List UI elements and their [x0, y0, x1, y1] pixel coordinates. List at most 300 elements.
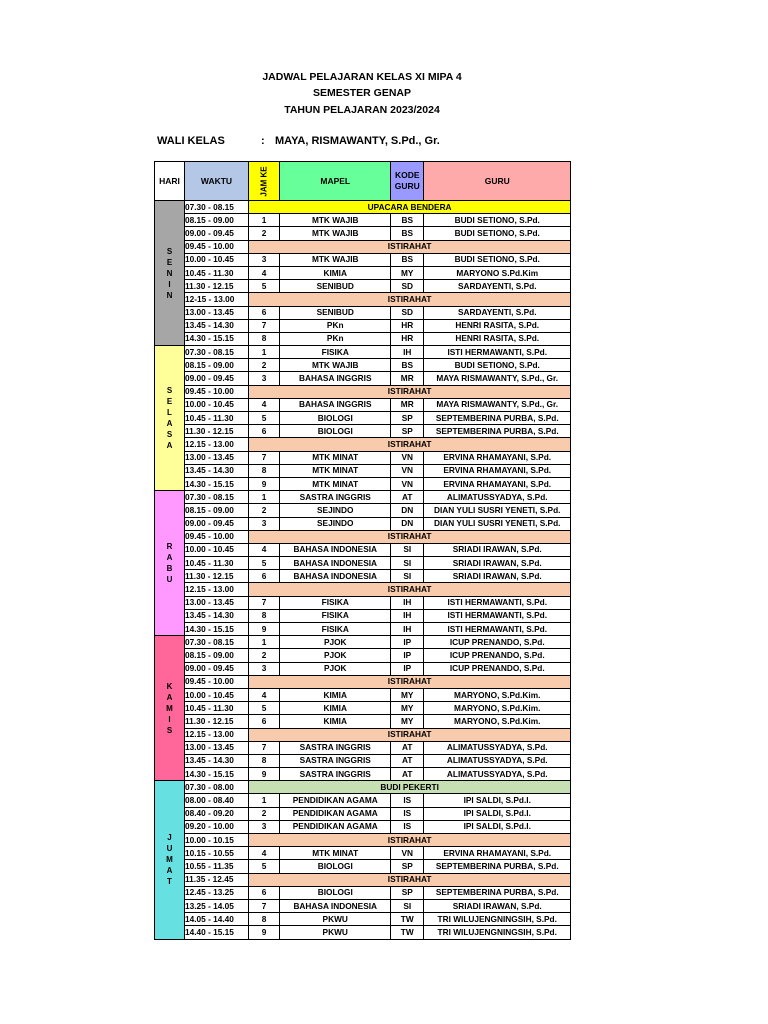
- teacher-cell: ISTI HERMAWANTI, S.Pd.: [424, 596, 571, 609]
- table-row: [155, 768, 571, 781]
- table-row: [155, 728, 571, 741]
- teacher-cell: MAYA RISMAWANTY, S.Pd., Gr.: [424, 398, 571, 411]
- teacher-cell: BUDI SETIONO, S.Pd.: [424, 214, 571, 227]
- time-cell: 11.30 - 12.15: [185, 425, 249, 438]
- time-cell: 13.00 - 13.45: [185, 451, 249, 464]
- subject-cell: BAHASA INGGRIS: [280, 398, 391, 411]
- period-cell: 7: [249, 319, 280, 332]
- table-row: [155, 543, 571, 556]
- teacher-cell: BUDI SETIONO, S.Pd.: [424, 227, 571, 240]
- day-cell-kamis: K A M I S: [155, 636, 185, 781]
- teacher-code-cell: SD: [391, 306, 424, 319]
- subject-cell: PKWU: [280, 926, 391, 939]
- time-cell: 08.00 - 08.40: [185, 794, 249, 807]
- period-cell: 5: [249, 702, 280, 715]
- break-cell: ISTIRAHAT: [249, 438, 571, 451]
- teacher-code-cell: IH: [391, 609, 424, 622]
- subject-cell: BAHASA INDONESIA: [280, 557, 391, 570]
- header-waktu: WAKTU: [185, 162, 249, 201]
- day-cell-rabu: R A B U: [155, 491, 185, 636]
- period-cell: 8: [249, 464, 280, 477]
- time-cell: 13.45 - 14.30: [185, 609, 249, 622]
- time-cell: 14.30 - 15.15: [185, 477, 249, 490]
- teacher-code-cell: IS: [391, 807, 424, 820]
- time-cell: 14.40 - 15.15: [185, 926, 249, 939]
- subject-cell: FISIKA: [280, 623, 391, 636]
- subject-cell: MTK WAJIB: [280, 359, 391, 372]
- teacher-code-cell: VN: [391, 451, 424, 464]
- time-cell: 12.15 - 13.00: [185, 438, 249, 451]
- table-row: [155, 346, 571, 359]
- time-cell: 12.45 - 13.25: [185, 886, 249, 899]
- teacher-code-cell: SI: [391, 557, 424, 570]
- period-cell: 9: [249, 768, 280, 781]
- time-cell: 07.30 - 08.15: [185, 491, 249, 504]
- break-cell: UPACARA BENDERA: [249, 201, 571, 214]
- teacher-code-cell: SP: [391, 860, 424, 873]
- schedule-table: [154, 161, 571, 940]
- teacher-cell: MARYONO, S.Pd.Kim.: [424, 715, 571, 728]
- subject-cell: FISIKA: [280, 609, 391, 622]
- teacher-cell: BUDI SETIONO, S.Pd.: [424, 253, 571, 266]
- teacher-cell: ALIMATUSSYADYA, S.Pd.: [424, 754, 571, 767]
- subject-cell: PKn: [280, 319, 391, 332]
- teacher-code-cell: VN: [391, 847, 424, 860]
- subject-cell: PENDIDIKAN AGAMA: [280, 807, 391, 820]
- teacher-cell: DIAN YULI SUSRI YENETI, S.Pd.: [424, 504, 571, 517]
- table-row: [155, 649, 571, 662]
- teacher-cell: ERVINA RHAMAYANI, S.Pd.: [424, 464, 571, 477]
- break-cell: ISTIRAHAT: [249, 293, 571, 306]
- subject-cell: PENDIDIKAN AGAMA: [280, 794, 391, 807]
- time-cell: 11.35 - 12.45: [185, 873, 249, 886]
- teacher-cell: BUDI SETIONO, S.Pd.: [424, 359, 571, 372]
- time-cell: 09.45 - 10.00: [185, 675, 249, 688]
- subject-cell: KIMIA: [280, 715, 391, 728]
- time-cell: 10.45 - 11.30: [185, 412, 249, 425]
- teacher-cell: SEPTEMBERINA PURBA, S.Pd.: [424, 412, 571, 425]
- teacher-cell: SRIADI IRAWAN, S.Pd.: [424, 899, 571, 912]
- table-row: [155, 451, 571, 464]
- table-row: [155, 820, 571, 833]
- teacher-cell: TRI WILUJENGNINGSIH, S.Pd.: [424, 913, 571, 926]
- teacher-code-cell: IH: [391, 623, 424, 636]
- table-row: [155, 886, 571, 899]
- table-row: [155, 385, 571, 398]
- period-cell: 3: [249, 253, 280, 266]
- table-row: [155, 517, 571, 530]
- time-cell: 10.45 - 11.30: [185, 557, 249, 570]
- time-cell: 10.00 - 10.45: [185, 543, 249, 556]
- break-cell: ISTIRAHAT: [249, 385, 571, 398]
- teacher-code-cell: IP: [391, 649, 424, 662]
- teacher-code-cell: AT: [391, 768, 424, 781]
- period-cell: 7: [249, 596, 280, 609]
- table-row: [155, 240, 571, 253]
- teacher-code-cell: MY: [391, 702, 424, 715]
- time-cell: 10.45 - 11.30: [185, 702, 249, 715]
- homeroom-colon: :: [261, 135, 265, 147]
- table-row: [155, 253, 571, 266]
- period-cell: 1: [249, 214, 280, 227]
- period-cell: 6: [249, 570, 280, 583]
- period-cell: 8: [249, 754, 280, 767]
- time-cell: 07.30 - 08.00: [185, 781, 249, 794]
- time-cell: 11.30 - 12.15: [185, 280, 249, 293]
- period-cell: 4: [249, 688, 280, 701]
- subject-cell: BIOLOGI: [280, 412, 391, 425]
- teacher-cell: MARYONO, S.Pd.Kim.: [424, 702, 571, 715]
- subject-cell: SEJINDO: [280, 504, 391, 517]
- teacher-cell: ALIMATUSSYADYA, S.Pd.: [424, 768, 571, 781]
- subject-cell: FISIKA: [280, 596, 391, 609]
- teacher-code-cell: BS: [391, 227, 424, 240]
- subject-cell: PJOK: [280, 636, 391, 649]
- table-row: [155, 332, 571, 345]
- subject-cell: PKWU: [280, 913, 391, 926]
- period-cell: 7: [249, 451, 280, 464]
- subject-cell: SASTRA INGGRIS: [280, 768, 391, 781]
- time-cell: 13.00 - 13.45: [185, 596, 249, 609]
- time-cell: 10.45 - 11.30: [185, 266, 249, 279]
- period-cell: 6: [249, 306, 280, 319]
- subject-cell: SASTRA INGGRIS: [280, 754, 391, 767]
- subject-cell: MTK MINAT: [280, 451, 391, 464]
- teacher-code-cell: VN: [391, 477, 424, 490]
- table-row: [155, 741, 571, 754]
- subject-cell: BAHASA INDONESIA: [280, 543, 391, 556]
- time-cell: 12.15 - 13.00: [185, 728, 249, 741]
- time-cell: 09.00 - 09.45: [185, 517, 249, 530]
- subject-cell: BIOLOGI: [280, 425, 391, 438]
- time-cell: 09.00 - 09.45: [185, 662, 249, 675]
- period-cell: 3: [249, 517, 280, 530]
- table-row: [155, 504, 571, 517]
- teacher-code-cell: MY: [391, 715, 424, 728]
- table-row: [155, 319, 571, 332]
- period-cell: 3: [249, 820, 280, 833]
- period-cell: 2: [249, 227, 280, 240]
- teacher-cell: IPI SALDI, S.Pd.I.: [424, 820, 571, 833]
- time-cell: 08.15 - 09.00: [185, 504, 249, 517]
- subject-cell: KIMIA: [280, 688, 391, 701]
- table-row: [155, 609, 571, 622]
- day-cell-jumat: J U M A T: [155, 781, 185, 939]
- teacher-cell: SARDAYENTI, S.Pd.: [424, 280, 571, 293]
- subject-cell: PKn: [280, 332, 391, 345]
- time-cell: 09.00 - 09.45: [185, 372, 249, 385]
- subject-cell: PENDIDIKAN AGAMA: [280, 820, 391, 833]
- time-cell: 07.30 - 08.15: [185, 636, 249, 649]
- teacher-cell: SEPTEMBERINA PURBA, S.Pd.: [424, 425, 571, 438]
- teacher-cell: SARDAYENTI, S.Pd.: [424, 306, 571, 319]
- teacher-code-cell: SP: [391, 425, 424, 438]
- teacher-cell: HENRI RASITA, S.Pd.: [424, 319, 571, 332]
- table-row: [155, 398, 571, 411]
- time-cell: 11.30 - 12.15: [185, 715, 249, 728]
- teacher-code-cell: SD: [391, 280, 424, 293]
- subject-cell: MTK WAJIB: [280, 214, 391, 227]
- subject-cell: BAHASA INDONESIA: [280, 899, 391, 912]
- time-cell: 09.20 - 10.00: [185, 820, 249, 833]
- subject-cell: SASTRA INGGRIS: [280, 741, 391, 754]
- table-row: [155, 834, 571, 847]
- period-cell: 4: [249, 266, 280, 279]
- teacher-cell: ALIMATUSSYADYA, S.Pd.: [424, 741, 571, 754]
- teacher-code-cell: BS: [391, 359, 424, 372]
- table-row: [155, 688, 571, 701]
- time-cell: 10.00 - 10.45: [185, 688, 249, 701]
- break-cell: ISTIRAHAT: [249, 583, 571, 596]
- teacher-cell: ICUP PRENANDO, S.Pd.: [424, 662, 571, 675]
- subject-cell: MTK MINAT: [280, 464, 391, 477]
- table-row: [155, 214, 571, 227]
- subject-cell: SASTRA INGGRIS: [280, 491, 391, 504]
- teacher-code-cell: SP: [391, 412, 424, 425]
- period-cell: 6: [249, 425, 280, 438]
- break-cell: ISTIRAHAT: [249, 834, 571, 847]
- time-cell: 13.00 - 13.45: [185, 741, 249, 754]
- time-cell: 14.05 - 14.40: [185, 913, 249, 926]
- teacher-cell: HENRI RASITA, S.Pd.: [424, 332, 571, 345]
- table-row: [155, 372, 571, 385]
- teacher-cell: IPI SALDI, S.Pd.I.: [424, 807, 571, 820]
- table-row: [155, 873, 571, 886]
- table-row: [155, 227, 571, 240]
- teacher-code-cell: MR: [391, 398, 424, 411]
- table-row: [155, 754, 571, 767]
- table-row: [155, 530, 571, 543]
- table-row: [155, 306, 571, 319]
- table-row: [155, 662, 571, 675]
- subject-cell: BIOLOGI: [280, 860, 391, 873]
- teacher-code-cell: DN: [391, 517, 424, 530]
- table-row: [155, 596, 571, 609]
- teacher-code-cell: TW: [391, 913, 424, 926]
- period-cell: 2: [249, 649, 280, 662]
- teacher-code-cell: AT: [391, 754, 424, 767]
- teacher-code-cell: IP: [391, 636, 424, 649]
- teacher-cell: MARYONO S.Pd.Kim: [424, 266, 571, 279]
- subject-cell: BAHASA INGGRIS: [280, 372, 391, 385]
- time-cell: 07.30 - 08.15: [185, 346, 249, 359]
- teacher-code-cell: MR: [391, 372, 424, 385]
- period-cell: 6: [249, 886, 280, 899]
- subject-cell: PJOK: [280, 662, 391, 675]
- teacher-cell: ICUP PRENANDO, S.Pd.: [424, 636, 571, 649]
- table-row: [155, 675, 571, 688]
- teacher-cell: ISTI HERMAWANTI, S.Pd.: [424, 623, 571, 636]
- teacher-code-cell: IH: [391, 346, 424, 359]
- period-cell: 4: [249, 398, 280, 411]
- time-cell: 14.30 - 15.15: [185, 768, 249, 781]
- homeroom-label: WALI KELAS: [157, 135, 225, 147]
- header-jam-ke-label: JAM KE: [259, 165, 269, 197]
- teacher-code-cell: BS: [391, 214, 424, 227]
- teacher-code-cell: IH: [391, 596, 424, 609]
- teacher-code-cell: SI: [391, 543, 424, 556]
- time-cell: 10.55 - 11.35: [185, 860, 249, 873]
- period-cell: 1: [249, 636, 280, 649]
- teacher-cell: ALIMATUSSYADYA, S.Pd.: [424, 491, 571, 504]
- schedule-title: JADWAL PELAJARAN KELAS XI MIPA 4: [262, 71, 462, 83]
- teacher-cell: IPI SALDI, S.Pd.I.: [424, 794, 571, 807]
- break-cell: ISTIRAHAT: [249, 530, 571, 543]
- teacher-code-cell: HR: [391, 332, 424, 345]
- teacher-code-cell: IS: [391, 794, 424, 807]
- time-cell: 14.30 - 15.15: [185, 623, 249, 636]
- teacher-cell: ERVINA RHAMAYANI, S.Pd.: [424, 451, 571, 464]
- time-cell: 10.00 - 10.45: [185, 253, 249, 266]
- period-cell: 5: [249, 280, 280, 293]
- time-cell: 10.15 - 10.55: [185, 847, 249, 860]
- teacher-code-cell: IP: [391, 662, 424, 675]
- time-cell: 08.15 - 09.00: [185, 214, 249, 227]
- time-cell: 13.00 - 13.45: [185, 306, 249, 319]
- table-row: [155, 583, 571, 596]
- period-cell: 2: [249, 504, 280, 517]
- subject-cell: MTK MINAT: [280, 477, 391, 490]
- teacher-cell: ISTI HERMAWANTI, S.Pd.: [424, 346, 571, 359]
- time-cell: 13.45 - 14.30: [185, 319, 249, 332]
- header-mapel: MAPEL: [280, 162, 391, 201]
- teacher-cell: SRIADI IRAWAN, S.Pd.: [424, 557, 571, 570]
- period-cell: 5: [249, 557, 280, 570]
- time-cell: 11.30 - 12.15: [185, 570, 249, 583]
- subject-cell: SENIBUD: [280, 280, 391, 293]
- subject-cell: SENIBUD: [280, 306, 391, 319]
- table-row: [155, 807, 571, 820]
- period-cell: 8: [249, 913, 280, 926]
- table-row: [155, 491, 571, 504]
- period-cell: 5: [249, 412, 280, 425]
- period-cell: 1: [249, 794, 280, 807]
- teacher-cell: ERVINA RHAMAYANI, S.Pd.: [424, 477, 571, 490]
- teacher-code-cell: VN: [391, 464, 424, 477]
- teacher-cell: SEPTEMBERINA PURBA, S.Pd.: [424, 860, 571, 873]
- period-cell: 9: [249, 926, 280, 939]
- period-cell: 2: [249, 359, 280, 372]
- time-cell: 09.45 - 10.00: [185, 385, 249, 398]
- period-cell: 6: [249, 715, 280, 728]
- period-cell: 1: [249, 346, 280, 359]
- table-row: [155, 570, 571, 583]
- subject-cell: KIMIA: [280, 702, 391, 715]
- time-cell: 13.25 - 14.05: [185, 899, 249, 912]
- teacher-cell: SRIADI IRAWAN, S.Pd.: [424, 543, 571, 556]
- teacher-cell: SEPTEMBERINA PURBA, S.Pd.: [424, 886, 571, 899]
- teacher-code-cell: SI: [391, 570, 424, 583]
- subject-cell: MTK MINAT: [280, 847, 391, 860]
- time-cell: 08.15 - 09.00: [185, 359, 249, 372]
- teacher-cell: MARYONO, S.Pd.Kim.: [424, 688, 571, 701]
- day-cell-selasa: S E L A S A: [155, 346, 185, 491]
- teacher-code-cell: SI: [391, 899, 424, 912]
- period-cell: 1: [249, 491, 280, 504]
- table-row: [155, 280, 571, 293]
- break-cell: ISTIRAHAT: [249, 240, 571, 253]
- subject-cell: MTK WAJIB: [280, 253, 391, 266]
- period-cell: 3: [249, 372, 280, 385]
- table-row: [155, 464, 571, 477]
- break-cell: ISTIRAHAT: [249, 873, 571, 886]
- table-row: [155, 913, 571, 926]
- teacher-cell: SRIADI IRAWAN, S.Pd.: [424, 570, 571, 583]
- table-row: [155, 715, 571, 728]
- homeroom-name: MAYA, RISMAWANTY, S.Pd., Gr.: [275, 135, 440, 147]
- table-row: [155, 623, 571, 636]
- time-cell: 12.15 - 13.00: [185, 583, 249, 596]
- teacher-code-cell: SP: [391, 886, 424, 899]
- subject-cell: BAHASA INDONESIA: [280, 570, 391, 583]
- time-cell: 09.45 - 10.00: [185, 530, 249, 543]
- teacher-code-cell: HR: [391, 319, 424, 332]
- subject-cell: BIOLOGI: [280, 886, 391, 899]
- teacher-cell: DIAN YULI SUSRI YENETI, S.Pd.: [424, 517, 571, 530]
- period-cell: 2: [249, 807, 280, 820]
- header-guru: GURU: [424, 162, 571, 201]
- teacher-cell: ICUP PRENANDO, S.Pd.: [424, 649, 571, 662]
- table-row: [155, 794, 571, 807]
- time-cell: 08.40 - 09.20: [185, 807, 249, 820]
- teacher-code-cell: MY: [391, 688, 424, 701]
- table-row: [155, 636, 571, 649]
- subject-cell: KIMIA: [280, 266, 391, 279]
- table-row: [155, 425, 571, 438]
- table-header-row: [155, 162, 571, 201]
- table-row: [155, 477, 571, 490]
- period-cell: 9: [249, 477, 280, 490]
- break-cell: ISTIRAHAT: [249, 675, 571, 688]
- table-row: [155, 359, 571, 372]
- teacher-code-cell: BS: [391, 253, 424, 266]
- day-cell-senin: S E N I N: [155, 201, 185, 346]
- teacher-cell: TRI WILUJENGNINGSIH, S.Pd.: [424, 926, 571, 939]
- teacher-cell: ERVINA RHAMAYANI, S.Pd.: [424, 847, 571, 860]
- table-row: [155, 201, 571, 214]
- time-cell: 07.30 - 08.15: [185, 201, 249, 214]
- table-row: [155, 412, 571, 425]
- table-row: [155, 926, 571, 939]
- time-cell: 10.00 - 10.15: [185, 834, 249, 847]
- schedule-body: [155, 201, 571, 940]
- subject-cell: FISIKA: [280, 346, 391, 359]
- break-cell: BUDI PEKERTI: [249, 781, 571, 794]
- period-cell: 4: [249, 543, 280, 556]
- period-cell: 7: [249, 741, 280, 754]
- time-cell: 13.45 - 14.30: [185, 464, 249, 477]
- period-cell: 4: [249, 847, 280, 860]
- homeroom-teacher-line: [157, 135, 440, 147]
- subject-cell: PJOK: [280, 649, 391, 662]
- table-row: [155, 438, 571, 451]
- period-cell: 5: [249, 860, 280, 873]
- teacher-cell: ISTI HERMAWANTI, S.Pd.: [424, 609, 571, 622]
- teacher-code-cell: DN: [391, 504, 424, 517]
- time-cell: 09.45 - 10.00: [185, 240, 249, 253]
- header-kode-guru: KODE GURU: [391, 162, 424, 201]
- table-row: [155, 847, 571, 860]
- table-row: [155, 293, 571, 306]
- period-cell: 7: [249, 899, 280, 912]
- period-cell: 8: [249, 332, 280, 345]
- teacher-code-cell: AT: [391, 491, 424, 504]
- time-cell: 08.15 - 09.00: [185, 649, 249, 662]
- break-cell: ISTIRAHAT: [249, 728, 571, 741]
- teacher-code-cell: AT: [391, 741, 424, 754]
- teacher-code-cell: TW: [391, 926, 424, 939]
- subject-cell: SEJINDO: [280, 517, 391, 530]
